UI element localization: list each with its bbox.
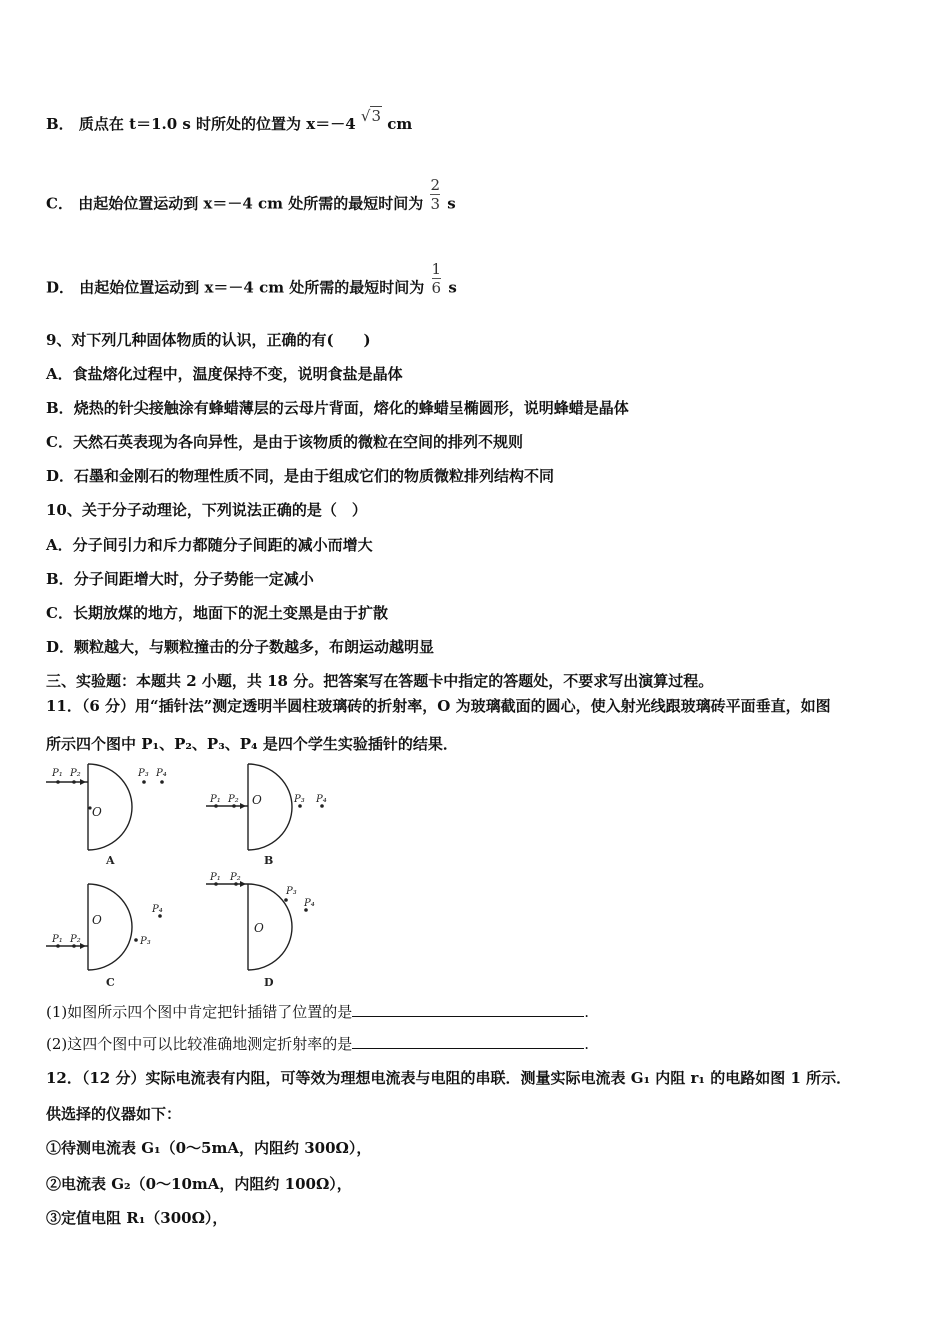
q9-option-b: B．烧热的针尖接触涂有蜂蜡薄层的云母片背面，熔化的蜂蜡呈椭圆形，说明蜂蜡是晶体 bbox=[46, 399, 629, 417]
fig-d-label-p2: P₂ bbox=[230, 872, 241, 883]
q8-option-d-text: 由起始位置运动到 x＝－4 cm 处所需的最短时间为 bbox=[79, 278, 425, 297]
fraction: $\frac{2}{3}$ bbox=[430, 176, 441, 213]
q9-stem: 9、对下列几种固体物质的认识，正确的有( ) bbox=[46, 331, 371, 349]
fig-b-caption: B bbox=[264, 854, 274, 867]
q12-line2: 供选择的仪器如下： bbox=[46, 1105, 182, 1123]
fig-c-label-p4: P₄ bbox=[152, 904, 163, 915]
q10-option-a: A．分子间引力和斥力都随分子间距的减小而增大 bbox=[46, 536, 373, 554]
fig-a-label-p3: P₃ bbox=[138, 768, 149, 779]
fig-a-pin bbox=[56, 780, 60, 784]
q9-option-a: A．食盐熔化过程中，温度保持不变，说明食盐是晶体 bbox=[46, 365, 403, 383]
q9-option-d: D．石墨和金刚石的物理性质不同，是由于组成它们的物质微粒排列结构不同 bbox=[46, 467, 555, 485]
fig-d-caption: D bbox=[264, 976, 274, 989]
fig-b-label-p1: P₁ bbox=[210, 794, 221, 805]
fig-c-pin bbox=[134, 938, 138, 942]
q10-stem: 10、关于分子动理论，下列说法正确的是（ ） bbox=[46, 501, 367, 519]
fig-a-pin bbox=[160, 780, 164, 784]
fig-c-caption: C bbox=[106, 976, 115, 989]
q11-diagram bbox=[40, 760, 340, 996]
fig-c-semicircle bbox=[88, 884, 132, 970]
fig-a-pin bbox=[142, 780, 146, 784]
fig-a-label-p2: P₂ bbox=[70, 768, 81, 779]
fig-b-label-p2: P₂ bbox=[228, 794, 239, 805]
q11-sub1: (1)如图所示四个图中肯定把针插错了位置的是 . bbox=[46, 1003, 590, 1021]
fig-d-pin bbox=[284, 898, 288, 902]
q12-item-2: ②电流表 G₂（0～10mA，内阻约 100Ω）， bbox=[46, 1175, 352, 1193]
q8-option-c-text: 由起始位置运动到 x＝－4 cm 处所需的最短时间为 bbox=[78, 194, 424, 213]
q11-line2: 所示四个图中 P₁、P₂、P₃、P₄ 是四个学生实验插针的结果． bbox=[46, 735, 458, 753]
q12-item-3: ③定值电阻 R₁（300Ω）， bbox=[46, 1209, 228, 1227]
fig-a-label-o: O bbox=[92, 805, 102, 819]
answer-blank[interactable] bbox=[352, 1002, 584, 1017]
fig-b-label-p4: P₄ bbox=[316, 794, 327, 805]
fig-d-label-p1: P₁ bbox=[210, 872, 221, 883]
q8-option-b-text: 质点在 t＝1.0 s 时所处的位置为 x＝－4 bbox=[78, 115, 356, 133]
q11-figure bbox=[40, 760, 340, 996]
q10-option-c: C．长期放煤的地方，地面下的泥土变黑是由于扩散 bbox=[46, 604, 388, 622]
q8-option-c: C． 由起始位置运动到 x＝－4 cm 处所需的最短时间为 $\frac{2}{3}$ s bbox=[46, 176, 456, 213]
answer-blank[interactable] bbox=[352, 1034, 584, 1049]
fraction: $\frac{1}{6}$ bbox=[431, 260, 442, 297]
q9-option-c: C．天然石英表现为各向异性，是由于该物质的微粒在空间的排列不规则 bbox=[46, 433, 523, 451]
q12-line1: 12．（12 分）实际电流表有内阻，可等效为理想电流表与电阻的串联．测量实际电流表 G₁ 内阻 r₁ 的电路如图 1 所示． bbox=[46, 1069, 852, 1087]
fig-b-label-p3: P₃ bbox=[294, 794, 305, 805]
fig-c-arrow bbox=[80, 943, 86, 949]
fig-a-caption: A bbox=[106, 854, 115, 867]
fig-d-label-o: O bbox=[254, 921, 264, 935]
fig-d-label-p3: P₃ bbox=[286, 886, 297, 897]
fig-d-arrow bbox=[240, 881, 246, 887]
fig-c-label-p3: P₃ bbox=[140, 936, 151, 947]
sqrt-symbol: √3 bbox=[360, 107, 382, 125]
q12-item-1: ①待测电流表 G₁（0～5mA，内阻约 300Ω）， bbox=[46, 1139, 372, 1157]
q10-option-d: D．颗粒越大，与颗粒撞击的分子数越多，布朗运动越明显 bbox=[46, 638, 435, 656]
fig-b-label-o: O bbox=[252, 793, 262, 807]
q11-sub2: (2)这四个图中可以比较准确地测定折射率的是 . bbox=[46, 1035, 590, 1053]
q8-option-d: D． 由起始位置运动到 x＝－4 cm 处所需的最短时间为 $\frac{1}{6}$ s bbox=[46, 260, 457, 297]
q8-option-b: B． 质点在 t＝1.0 s 时所处的位置为 x＝－4 √3 cm bbox=[46, 107, 413, 133]
fig-a-label-p1: P₁ bbox=[52, 768, 63, 779]
fig-b-arrow bbox=[240, 803, 246, 809]
fig-c-label-o: O bbox=[92, 913, 102, 927]
section-heading: 三、实验题：本题共 2 小题，共 18 分。把答案写在答题卡中指定的答题处，不要求写出演算过程。 bbox=[46, 672, 714, 690]
fig-a-label-p4: P₄ bbox=[156, 768, 167, 779]
fig-c-label-p1: P₁ bbox=[52, 934, 63, 945]
fig-b-semicircle bbox=[248, 764, 292, 850]
q10-option-b: B．分子间距增大时，分子势能一定减小 bbox=[46, 570, 314, 588]
fig-c-label-p2: P₂ bbox=[70, 934, 81, 945]
fig-a-arrow bbox=[80, 779, 86, 785]
fig-a-pin bbox=[72, 780, 76, 784]
fig-d-label-p4: P₄ bbox=[304, 898, 315, 909]
q11-line1: 11．（6 分）用“插针法”测定透明半圆柱玻璃砖的折射率，O 为玻璃截面的圆心，使入射光线跟玻璃砖平面垂直，如图 bbox=[46, 697, 831, 715]
